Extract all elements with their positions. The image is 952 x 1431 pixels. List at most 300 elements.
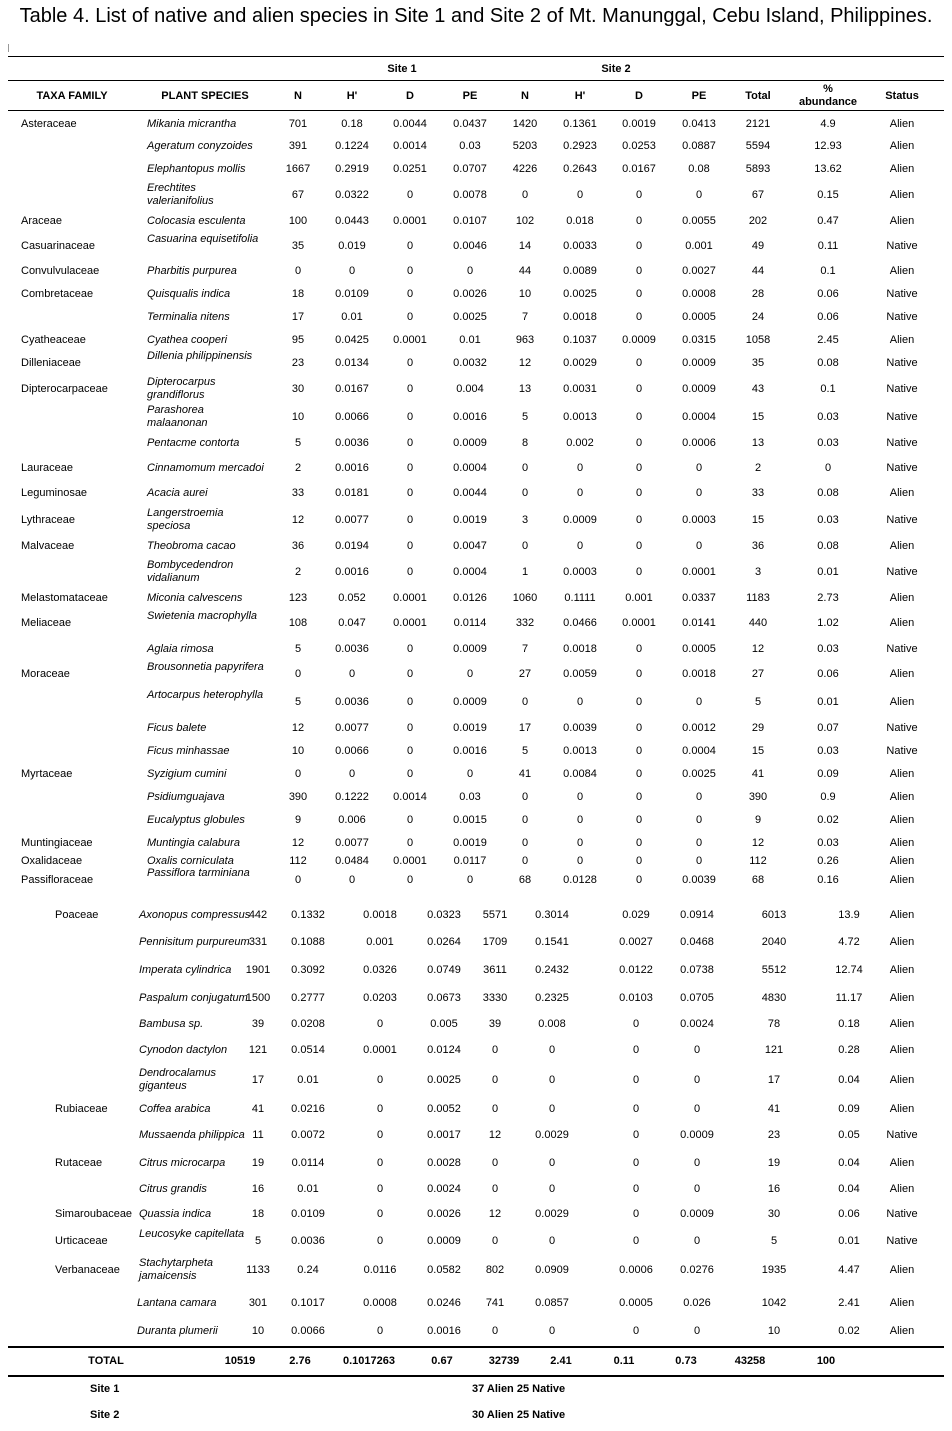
plant-species-cell: Oxalis corniculata bbox=[147, 855, 234, 867]
total-cell: 2 bbox=[754, 462, 762, 474]
site2-pe-cell: 0.0055 bbox=[682, 215, 716, 227]
total-cell: 5512 bbox=[761, 964, 787, 976]
pct-abundance-cell: 0.03 bbox=[817, 837, 839, 849]
site1-n-cell: 11 bbox=[252, 1129, 264, 1141]
site1-d-cell: 0.0326 bbox=[363, 964, 397, 976]
site1-n-cell: 701 bbox=[288, 118, 308, 130]
pct-abundance-cell: 0.08 bbox=[817, 487, 839, 499]
column-header-site2-h: H' bbox=[574, 90, 586, 102]
site2-pe-cell: 0.0004 bbox=[682, 745, 716, 757]
plant-species-cell: Cynodon dactylon bbox=[139, 1044, 228, 1056]
site2-pe-cell: 0.0005 bbox=[682, 311, 716, 323]
site1-n-cell: 41 bbox=[251, 1103, 265, 1115]
site1-n-cell: 0 bbox=[294, 768, 302, 780]
site1-pe-cell: 0.0078 bbox=[453, 189, 487, 201]
site1-d-cell: 0 bbox=[406, 288, 414, 300]
site1-n-cell: 12 bbox=[291, 837, 305, 849]
total-cell: 68 bbox=[751, 874, 765, 886]
site1-n-cell: 19 bbox=[251, 1157, 265, 1169]
pct-abundance-cell: 0.09 bbox=[838, 1103, 860, 1115]
site2-n-cell: 0 bbox=[491, 1235, 499, 1247]
total-cell: 5 bbox=[770, 1235, 778, 1247]
site1-n-cell: 36 bbox=[291, 540, 305, 552]
site2-n-cell: 12 bbox=[488, 1208, 502, 1220]
column-header-site2-pe: PE bbox=[691, 90, 707, 102]
site2-d-cell: 0 bbox=[632, 1208, 640, 1220]
site1-n-cell: 1901 bbox=[245, 964, 271, 976]
status-cell: Native bbox=[886, 437, 918, 449]
site2-pe-cell: 0.0025 bbox=[682, 768, 716, 780]
total-site1-n: 10519 bbox=[224, 1355, 256, 1367]
site2-h-cell: 0 bbox=[548, 1044, 556, 1056]
site1-h-cell: 0.006 bbox=[338, 814, 366, 826]
pct-abundance-cell: 0.08 bbox=[817, 540, 839, 552]
site2-pe-cell: 0.001 bbox=[685, 240, 713, 252]
site1-h-cell: 0.18 bbox=[341, 118, 363, 130]
plant-species-cell: Citrus microcarpa bbox=[139, 1157, 226, 1169]
site1-n-cell: 100 bbox=[288, 215, 308, 227]
site2-pe-cell: 0.0705 bbox=[680, 992, 714, 1004]
site2-n-cell: 0 bbox=[521, 189, 529, 201]
site2-pe-cell: 0.0008 bbox=[682, 288, 716, 300]
status-cell: Native bbox=[886, 240, 918, 252]
site1-pe-cell: 0.0264 bbox=[427, 936, 461, 948]
total-cell: 44 bbox=[751, 265, 765, 277]
site2-pe-cell: 0 bbox=[695, 814, 703, 826]
pct-abundance-cell: 0.16 bbox=[817, 874, 839, 886]
site1-pe-cell: 0.0017 bbox=[427, 1129, 461, 1141]
total-cell: 36 bbox=[751, 540, 765, 552]
site2-h-cell: 0 bbox=[548, 1103, 556, 1115]
pct-abundance-cell: 0.06 bbox=[838, 1208, 860, 1220]
site1-h-cell: 0.0484 bbox=[335, 855, 369, 867]
site2-h-cell: 0.008 bbox=[538, 1018, 566, 1030]
total-cell: 1183 bbox=[746, 592, 770, 604]
site1-h-cell: 0.0208 bbox=[291, 1018, 325, 1030]
status-cell: Alien bbox=[889, 215, 915, 227]
site1-d-cell: 0.0008 bbox=[363, 1297, 397, 1309]
total-cell: 15 bbox=[751, 411, 765, 423]
taxa-family-cell: Convulvulaceae bbox=[21, 265, 100, 277]
pct-abundance-cell: 0.11 bbox=[817, 240, 839, 252]
site2-d-cell: 0 bbox=[632, 1074, 640, 1086]
site2-h-cell: 0.0084 bbox=[563, 768, 597, 780]
site1-pe-cell: 0.0582 bbox=[427, 1264, 461, 1276]
site1-d-cell: 0 bbox=[406, 462, 414, 474]
site2-h-cell: 0.0909 bbox=[535, 1264, 569, 1276]
site1-n-cell: 30 bbox=[291, 383, 305, 395]
site1-n-cell: 33 bbox=[291, 487, 305, 499]
total-cell: 5893 bbox=[745, 163, 771, 175]
total-site1-pe: 0.67 bbox=[431, 1355, 453, 1367]
total-cell: 10 bbox=[767, 1325, 781, 1337]
plant-species-cell: Ficus minhassae bbox=[147, 745, 230, 757]
site1-pe-cell: 0 bbox=[466, 874, 474, 886]
site2-n-cell: 27 bbox=[518, 668, 532, 680]
pct-abundance-cell: 0.05 bbox=[838, 1129, 860, 1141]
site1-h-cell: 0.0016 bbox=[335, 462, 369, 474]
status-cell: Alien bbox=[889, 791, 915, 803]
status-cell: Alien bbox=[889, 768, 915, 780]
site1-h-cell: 0.0036 bbox=[291, 1235, 325, 1247]
site1-pe-cell: 0.0437 bbox=[453, 118, 487, 130]
pct-abundance-cell: 13.9 bbox=[838, 909, 860, 921]
plant-species-cell: Mussaenda philippica bbox=[139, 1129, 245, 1141]
site1-pe-cell: 0.0032 bbox=[453, 357, 487, 369]
site2-pe-cell: 0.0009 bbox=[680, 1129, 714, 1141]
site1-pe-cell: 0.004 bbox=[456, 383, 484, 395]
status-cell: Alien bbox=[889, 592, 915, 604]
taxa-family-cell: Urticaceae bbox=[55, 1235, 108, 1247]
site2-n-cell: 8 bbox=[521, 437, 529, 449]
site2-n-cell: 0 bbox=[521, 696, 529, 708]
total-cell: 13 bbox=[751, 437, 765, 449]
status-cell: Native bbox=[886, 357, 918, 369]
site2-h-cell: 0.0025 bbox=[563, 288, 597, 300]
site2-h-cell: 0.0018 bbox=[563, 643, 597, 655]
taxa-family-cell: Leguminosae bbox=[21, 487, 88, 499]
site2-h-cell: 0.1037 bbox=[563, 334, 597, 346]
pct-abundance-cell: 12.74 bbox=[835, 964, 863, 976]
plant-species-cell: Lantana camara bbox=[137, 1297, 217, 1309]
site2-pe-cell: 0 bbox=[693, 1074, 701, 1086]
site2-n-cell: 0 bbox=[491, 1103, 499, 1115]
site1-d-cell: 0.0001 bbox=[363, 1044, 397, 1056]
site2-pe-cell: 0.0012 bbox=[682, 722, 716, 734]
site1-d-cell: 0 bbox=[406, 540, 414, 552]
total-cell: 9 bbox=[754, 814, 762, 826]
site1-n-cell: 5 bbox=[294, 696, 302, 708]
pct-abundance-cell: 0.03 bbox=[817, 643, 839, 655]
taxa-family-cell: Moraceae bbox=[21, 668, 70, 680]
total-cell: 5 bbox=[754, 696, 762, 708]
site2-h-cell: 0.0128 bbox=[563, 874, 597, 886]
status-cell: Alien bbox=[889, 909, 915, 921]
plant-species-cell: Artocarpus heterophylla bbox=[147, 689, 264, 701]
pct-abundance-cell: 0.03 bbox=[817, 514, 839, 526]
site1-pe-cell: 0 bbox=[466, 265, 474, 277]
site2-n-cell: 0 bbox=[521, 814, 529, 826]
plant-species-cell: Psidiumguajava bbox=[147, 791, 225, 803]
header-rule-1 bbox=[8, 80, 944, 81]
site2-pe-cell: 0.0315 bbox=[682, 334, 716, 346]
site2-d-cell: 0.0167 bbox=[622, 163, 656, 175]
site2-n-cell: 3 bbox=[521, 514, 529, 526]
site2-d-cell: 0 bbox=[635, 265, 643, 277]
column-header-site2-n: N bbox=[521, 90, 529, 102]
site2-pe-cell: 0.0003 bbox=[682, 514, 716, 526]
taxa-family-cell: Simaroubaceae bbox=[55, 1208, 133, 1220]
site2-h-cell: 0.2325 bbox=[535, 992, 569, 1004]
pct-abundance-cell: 0.04 bbox=[838, 1183, 860, 1195]
total-cell: 12 bbox=[751, 837, 765, 849]
total-cell: 2040 bbox=[761, 936, 787, 948]
total-cell: 30 bbox=[767, 1208, 781, 1220]
site1-h-cell: 0 bbox=[348, 265, 356, 277]
total-pct-abundance: 100 bbox=[816, 1355, 836, 1367]
site1-h-cell: 0.0036 bbox=[335, 437, 369, 449]
site2-n-cell: 0 bbox=[491, 1157, 499, 1169]
site1-h-cell: 0.0066 bbox=[291, 1325, 325, 1337]
site1-h-cell: 0 bbox=[348, 668, 356, 680]
site1-pe-cell: 0.0009 bbox=[453, 643, 487, 655]
plant-species-cell: Elephantopus mollis bbox=[147, 163, 246, 175]
pct-abundance-cell: 0.06 bbox=[817, 288, 839, 300]
pct-abundance-cell: 0.28 bbox=[838, 1044, 860, 1056]
pct-abundance-cell: 0.09 bbox=[817, 768, 839, 780]
plant-species-cell: Swietenia macrophylla bbox=[147, 610, 258, 622]
total-top-rule bbox=[8, 1346, 944, 1348]
site1-pe-cell: 0.0016 bbox=[453, 411, 487, 423]
site1-n-cell: 18 bbox=[291, 288, 305, 300]
column-header-pct-abundance: % abundance bbox=[798, 83, 858, 108]
site1-d-cell: 0 bbox=[376, 1103, 384, 1115]
site1-d-cell: 0 bbox=[406, 566, 414, 578]
taxa-family-cell: Dipterocarpaceae bbox=[21, 383, 108, 395]
site2-pe-cell: 0.0018 bbox=[682, 668, 716, 680]
site1-n-cell: 2 bbox=[294, 566, 302, 578]
site2-pe-cell: 0 bbox=[695, 487, 703, 499]
site1-pe-cell: 0.0009 bbox=[427, 1235, 461, 1247]
total-cell: 17 bbox=[767, 1074, 781, 1086]
plant-species-cell: Brousonnetia papyrifera bbox=[147, 661, 264, 673]
site2-d-cell: 0.0006 bbox=[619, 1264, 653, 1276]
column-header-plant-species: PLANT SPECIES bbox=[161, 90, 249, 102]
site1-n-cell: 301 bbox=[248, 1297, 268, 1309]
site2-pe-cell: 0.0039 bbox=[682, 874, 716, 886]
pct-abundance-cell: 0.04 bbox=[838, 1157, 860, 1169]
column-header-site2-d: D bbox=[635, 90, 643, 102]
pct-abundance-cell: 0.03 bbox=[817, 745, 839, 757]
site2-h-cell: 0 bbox=[576, 487, 584, 499]
taxa-family-cell: Malvaceae bbox=[21, 540, 75, 552]
status-cell: Alien bbox=[889, 1074, 915, 1086]
site1-pe-cell: 0.0019 bbox=[453, 514, 487, 526]
site1-d-cell: 0.0001 bbox=[393, 592, 427, 604]
site2-pe-cell: 0.026 bbox=[683, 1297, 711, 1309]
site2-n-cell: 10 bbox=[518, 288, 532, 300]
total-cell: 121 bbox=[764, 1044, 784, 1056]
site1-h-cell: 0.0443 bbox=[335, 215, 369, 227]
site1-pe-cell: 0.0124 bbox=[427, 1044, 461, 1056]
site2-h-cell: 0 bbox=[576, 189, 584, 201]
site2-h-cell: 0.2923 bbox=[563, 140, 597, 152]
site2-d-cell: 0 bbox=[635, 189, 643, 201]
site1-n-cell: 0 bbox=[294, 668, 302, 680]
site2-pe-cell: 0 bbox=[695, 540, 703, 552]
site1-n-cell: 17 bbox=[291, 311, 305, 323]
site1-pe-cell: 0.0673 bbox=[427, 992, 461, 1004]
site1-pe-cell: 0.0004 bbox=[453, 462, 487, 474]
site2-h-cell: 0 bbox=[576, 696, 584, 708]
total-cell: 41 bbox=[767, 1103, 781, 1115]
status-cell: Native bbox=[886, 1208, 918, 1220]
site2-pe-cell: 0.0337 bbox=[682, 592, 716, 604]
site1-n-cell: 23 bbox=[291, 357, 305, 369]
plant-species-cell: Imperata cylindrica bbox=[139, 964, 232, 976]
status-cell: Alien bbox=[889, 1325, 915, 1337]
site2-d-cell: 0 bbox=[632, 1044, 640, 1056]
total-cell: 2121 bbox=[745, 118, 771, 130]
site1-d-cell: 0 bbox=[406, 311, 414, 323]
taxa-family-cell: Rubiaceae bbox=[55, 1103, 108, 1115]
site2-h-cell: 0 bbox=[576, 855, 584, 867]
site1-n-cell: 5 bbox=[254, 1235, 262, 1247]
site1-n-cell: 1133 bbox=[246, 1264, 270, 1276]
site2-d-cell: 0 bbox=[635, 240, 643, 252]
site1-d-cell: 0 bbox=[406, 514, 414, 526]
site1-h-cell: 0.047 bbox=[338, 617, 366, 629]
total-cell: 24 bbox=[751, 311, 765, 323]
pct-abundance-cell: 11.17 bbox=[835, 992, 863, 1004]
site2-d-cell: 0 bbox=[635, 768, 643, 780]
site2-d-cell: 0 bbox=[632, 1183, 640, 1195]
site1-h-cell: 0.24 bbox=[297, 1264, 319, 1276]
site1-n-cell: 1667 bbox=[285, 163, 311, 175]
site2-pe-cell: 0 bbox=[693, 1103, 701, 1115]
site2-n-cell: 0 bbox=[521, 540, 529, 552]
pct-abundance-cell: 0.01 bbox=[817, 566, 839, 578]
site1-n-cell: 9 bbox=[294, 814, 302, 826]
site2-n-cell: 5203 bbox=[512, 140, 538, 152]
site1-d-cell: 0.0001 bbox=[393, 215, 427, 227]
total-cell: 29 bbox=[751, 722, 765, 734]
site2-d-cell: 0.0253 bbox=[622, 140, 656, 152]
site1-pe-cell: 0.0044 bbox=[453, 487, 487, 499]
plant-species-cell: Passiflora tarminiana bbox=[147, 867, 250, 879]
site2-d-cell: 0 bbox=[635, 437, 643, 449]
plant-species-cell: Ficus balete bbox=[147, 722, 207, 734]
pct-abundance-cell: 0.1 bbox=[820, 383, 836, 395]
site2-pe-cell: 0.0413 bbox=[682, 118, 716, 130]
site1-h-cell: 0.2919 bbox=[335, 163, 369, 175]
plant-species-cell: Quassia indica bbox=[139, 1208, 212, 1220]
site2-h-cell: 0.0039 bbox=[563, 722, 597, 734]
status-cell: Alien bbox=[889, 118, 915, 130]
status-cell: Native bbox=[886, 288, 918, 300]
site1-n-cell: 390 bbox=[288, 791, 308, 803]
plant-species-cell: Leucosyke capitellata bbox=[139, 1228, 245, 1240]
site2-n-cell: 802 bbox=[485, 1264, 505, 1276]
taxa-family-cell: Poaceae bbox=[55, 909, 99, 921]
site1-n-cell: 10 bbox=[291, 411, 305, 423]
site2-h-cell: 0.2643 bbox=[563, 163, 597, 175]
summary-site-2-label: Site 2 bbox=[90, 1409, 120, 1421]
total-cell: 27 bbox=[751, 668, 765, 680]
site2-n-cell: 39 bbox=[488, 1018, 502, 1030]
plant-species-cell: Axonopus compressus bbox=[139, 909, 251, 921]
site1-h-cell: 0.1224 bbox=[335, 140, 369, 152]
site2-h-cell: 0.0089 bbox=[563, 265, 597, 277]
site1-pe-cell: 0.0004 bbox=[453, 566, 487, 578]
site2-d-cell: 0.0019 bbox=[622, 118, 656, 130]
status-cell: Alien bbox=[889, 874, 915, 886]
site1-pe-cell: 0.0025 bbox=[453, 311, 487, 323]
total-cell: 49 bbox=[751, 240, 765, 252]
total-cell: 15 bbox=[751, 745, 765, 757]
site1-h-cell: 0.01 bbox=[297, 1074, 319, 1086]
site2-h-cell: 0.1111 bbox=[564, 592, 596, 604]
plant-species-cell: Coffea arabica bbox=[139, 1103, 211, 1115]
site1-d-cell: 0.0018 bbox=[363, 909, 397, 921]
title-rule bbox=[8, 44, 9, 52]
site1-pe-cell: 0.0107 bbox=[453, 215, 487, 227]
site1-h-cell: 0.1332 bbox=[291, 909, 325, 921]
site1-n-cell: 442 bbox=[248, 909, 268, 921]
site1-d-cell: 0 bbox=[406, 487, 414, 499]
taxa-family-cell: Lythraceae bbox=[21, 514, 76, 526]
site2-n-cell: 17 bbox=[518, 722, 532, 734]
site2-n-cell: 0 bbox=[491, 1044, 499, 1056]
site2-n-cell: 7 bbox=[521, 311, 529, 323]
site1-pe-cell: 0.0026 bbox=[427, 1208, 461, 1220]
site1-h-cell: 0.0134 bbox=[335, 357, 369, 369]
site2-pe-cell: 0.0276 bbox=[680, 1264, 714, 1276]
taxa-family-cell: Dilleniaceae bbox=[21, 357, 81, 369]
pct-abundance-cell: 0.18 bbox=[838, 1018, 860, 1030]
taxa-family-cell: Combretaceae bbox=[21, 288, 94, 300]
plant-species-cell: Bombycedendron vidalianum bbox=[147, 559, 234, 584]
total-cell: 112 bbox=[749, 855, 767, 867]
pct-abundance-cell: 1.02 bbox=[817, 617, 839, 629]
table-top-border bbox=[8, 56, 944, 57]
status-cell: Alien bbox=[889, 617, 915, 629]
total-cell: 3 bbox=[754, 566, 762, 578]
site2-pe-cell: 0 bbox=[693, 1235, 701, 1247]
status-cell: Native bbox=[886, 1235, 918, 1247]
site1-pe-cell: 0.0052 bbox=[427, 1103, 461, 1115]
site2-pe-cell: 0.0009 bbox=[680, 1208, 714, 1220]
status-cell: Alien bbox=[889, 1183, 915, 1195]
site2-h-cell: 0.0059 bbox=[563, 668, 597, 680]
total-total: 43258 bbox=[734, 1355, 766, 1367]
column-header-site1-h: H' bbox=[346, 90, 358, 102]
site2-d-cell: 0 bbox=[635, 566, 643, 578]
site2-n-cell: 5 bbox=[521, 745, 529, 757]
site1-d-cell: 0 bbox=[406, 837, 414, 849]
taxa-family-cell: Passifloraceae bbox=[21, 874, 94, 886]
site2-d-cell: 0 bbox=[632, 1103, 640, 1115]
total-cell: 440 bbox=[748, 617, 768, 629]
site2-d-cell: 0 bbox=[632, 1018, 640, 1030]
site2-n-cell: 0 bbox=[491, 1183, 499, 1195]
site1-h-cell: 0.0077 bbox=[335, 837, 369, 849]
site1-h-cell: 0.0066 bbox=[335, 411, 369, 423]
status-cell: Alien bbox=[889, 1297, 915, 1309]
site2-pe-cell: 0 bbox=[695, 855, 703, 867]
site2-n-cell: 14 bbox=[518, 240, 532, 252]
site1-h-cell: 0.0322 bbox=[335, 189, 369, 201]
status-cell: Alien bbox=[889, 936, 915, 948]
site2-d-cell: 0.0001 bbox=[622, 617, 656, 629]
pct-abundance-cell: 0.04 bbox=[838, 1074, 860, 1086]
site1-n-cell: 35 bbox=[291, 240, 305, 252]
plant-species-cell: Langerstroemia speciosa bbox=[147, 507, 224, 532]
site2-h-cell: 0.1361 bbox=[563, 118, 597, 130]
site1-d-cell: 0.001 bbox=[366, 936, 394, 948]
site2-d-cell: 0 bbox=[635, 696, 643, 708]
site2-h-cell: 0.0029 bbox=[535, 1129, 569, 1141]
total-cell: 202 bbox=[748, 215, 768, 227]
taxa-family-cell: Melastomataceae bbox=[21, 592, 108, 604]
site2-h-cell: 0.0029 bbox=[563, 357, 597, 369]
site2-d-cell: 0.029 bbox=[622, 909, 650, 921]
site1-n-cell: 12 bbox=[291, 722, 305, 734]
site2-h-cell: 0.018 bbox=[566, 215, 594, 227]
total-cell: 12 bbox=[751, 643, 765, 655]
site2-pe-cell: 0.0009 bbox=[682, 383, 716, 395]
site2-h-cell: 0.0033 bbox=[563, 240, 597, 252]
